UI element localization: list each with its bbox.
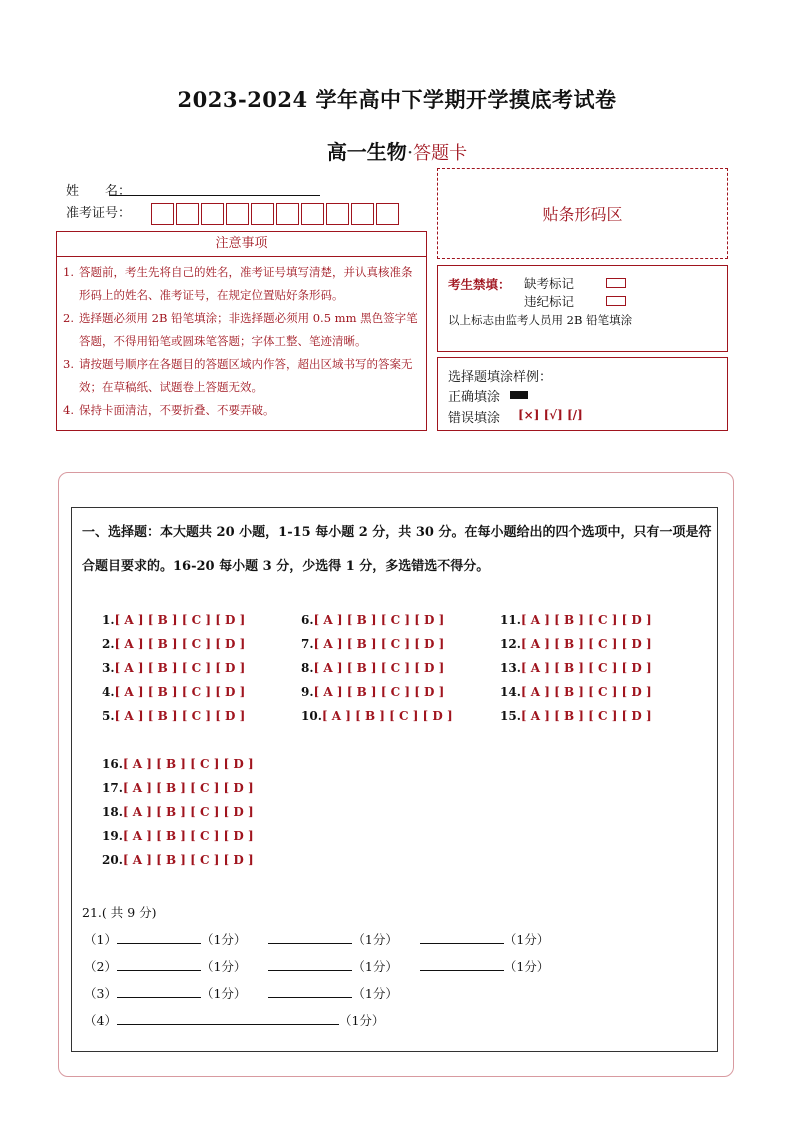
wrong-fill-marks: [×] [√] [/] <box>518 408 583 422</box>
exam-id-cell[interactable] <box>351 203 374 225</box>
exam-id-label: 准考证号： <box>66 206 132 221</box>
choice-question[interactable]: 2.[ A ] [ B ] [ C ] [ D ] <box>102 637 246 651</box>
choice-question[interactable]: 5.[ A ] [ B ] [ C ] [ D ] <box>102 709 246 723</box>
q21-row-4: （4） （1分） <box>84 1013 385 1028</box>
choice-question[interactable]: 6.[ A ] [ B ] [ C ] [ D ] <box>301 613 445 627</box>
page-title: 2023-2024 学年高中下学期开学摸底考试卷 <box>177 87 617 112</box>
exam-id-cell[interactable] <box>201 203 224 225</box>
proctor-only-heading: 考生禁填： <box>448 277 511 292</box>
choice-question[interactable]: 9.[ A ] [ B ] [ C ] [ D ] <box>301 685 445 699</box>
q21-row-3: （3） （1分） （1分） <box>84 986 398 1001</box>
notice-item: 2. 选择题必须用 2B 铅笔填涂；非选择题必须用 0.5 mm 黑色签字笔答题，不得用铅笔或圆珠笔答题；字体工整、笔迹清晰。 <box>63 311 418 348</box>
answer-blank[interactable] <box>420 958 504 971</box>
section1-instructions: 一、选择题：本大题共 20 小题，1-15 每小题 2 分，共 30 分。在每小题给出的四个选项中，只有一项是符合题目要求的。16-20 每小题 3 分，少选得 1 分，多选错选不得分。 <box>82 525 712 574</box>
choice-question[interactable]: 20.[ A ] [ B ] [ C ] [ D ] <box>102 853 254 867</box>
fill-sample-box <box>437 357 728 431</box>
choice-question[interactable]: 4.[ A ] [ B ] [ C ] [ D ] <box>102 685 246 699</box>
exam-id-cell[interactable] <box>376 203 399 225</box>
q21-row-1: （1） （1分） （1分） （1分） <box>84 932 550 947</box>
choice-question[interactable]: 18.[ A ] [ B ] [ C ] [ D ] <box>102 805 254 819</box>
choice-question[interactable]: 16.[ A ] [ B ] [ C ] [ D ] <box>102 757 254 771</box>
choice-question[interactable]: 8.[ A ] [ B ] [ C ] [ D ] <box>301 661 445 675</box>
choice-question[interactable]: 1.[ A ] [ B ] [ C ] [ D ] <box>102 613 246 627</box>
violation-mark-box[interactable] <box>606 296 626 306</box>
notice-item: 4. 保持卡面清洁，不要折叠、不要弄破。 <box>63 403 275 417</box>
barcode-area <box>437 168 728 259</box>
choice-question[interactable]: 3.[ A ] [ B ] [ C ] [ D ] <box>102 661 246 675</box>
choice-question[interactable]: 19.[ A ] [ B ] [ C ] [ D ] <box>102 829 254 843</box>
choice-question[interactable]: 13.[ A ] [ B ] [ C ] [ D ] <box>500 661 652 675</box>
page-subtitle <box>0 136 794 165</box>
correct-fill-label: 正确填涂 <box>448 390 501 405</box>
exam-id-cell[interactable] <box>151 203 174 225</box>
notice-heading: 注意事项 <box>57 232 426 257</box>
fill-sample-heading: 选择题填涂样例： <box>448 370 553 385</box>
choice-question[interactable]: 11.[ A ] [ B ] [ C ] [ D ] <box>500 613 652 627</box>
exam-id-cell[interactable] <box>176 203 199 225</box>
answer-blank[interactable] <box>268 931 352 944</box>
q21-row-2: （2） （1分） （1分） （1分） <box>84 959 550 974</box>
answer-blank[interactable] <box>268 958 352 971</box>
absent-mark-box[interactable] <box>606 278 626 288</box>
answer-blank[interactable] <box>268 985 352 998</box>
exam-id-cell[interactable] <box>251 203 274 225</box>
exam-id-cells[interactable] <box>151 203 401 225</box>
name-field[interactable] <box>110 194 320 196</box>
answer-card-label: 答题卡 <box>413 143 468 164</box>
exam-id-cell[interactable] <box>301 203 324 225</box>
barcode-label: 贴条形码区 <box>542 205 623 224</box>
choice-question[interactable]: 17.[ A ] [ B ] [ C ] [ D ] <box>102 781 254 795</box>
subject-name: 高一生物 <box>326 140 407 164</box>
wrong-fill-label: 错误填涂 <box>448 411 501 426</box>
violation-mark-label: 违纪标记 <box>524 294 575 309</box>
exam-id-cell[interactable] <box>226 203 249 225</box>
choice-question[interactable]: 15.[ A ] [ B ] [ C ] [ D ] <box>500 709 652 723</box>
answer-blank[interactable] <box>117 985 201 998</box>
correct-fill-mark <box>510 391 528 399</box>
notice-item: 3. 请按题号顺序在各题目的答题区域内作答，超出区域书写的答案无效；在草稿纸、试题卷上答题无效。 <box>63 357 413 394</box>
answer-blank[interactable] <box>117 958 201 971</box>
exam-id-cell[interactable] <box>276 203 299 225</box>
notice-box <box>56 231 427 431</box>
answer-blank[interactable] <box>117 1012 339 1025</box>
choice-question[interactable]: 10.[ A ] [ B ] [ C ] [ D ] <box>301 709 453 723</box>
name-label: 姓 名： <box>66 184 132 199</box>
proctor-note: 以上标志由监考人员用 2B 铅笔填涂 <box>448 313 633 327</box>
choice-question[interactable]: 7.[ A ] [ B ] [ C ] [ D ] <box>301 637 445 651</box>
choice-question[interactable]: 14.[ A ] [ B ] [ C ] [ D ] <box>500 685 652 699</box>
q21-heading: 21.( 共 9 分) <box>82 905 157 920</box>
choice-question[interactable]: 12.[ A ] [ B ] [ C ] [ D ] <box>500 637 652 651</box>
answer-blank[interactable] <box>117 931 201 944</box>
subtitle-dot: · <box>406 140 414 164</box>
absent-mark-label: 缺考标记 <box>524 276 575 291</box>
answer-blank[interactable] <box>420 931 504 944</box>
notice-item: 1. 答题前，考生先将自己的姓名，准考证号填写清楚，并认真核准条形码上的姓名、准考证号，在规定位置贴好条形码。 <box>63 265 413 302</box>
proctor-only-box <box>437 265 728 352</box>
exam-id-cell[interactable] <box>326 203 349 225</box>
